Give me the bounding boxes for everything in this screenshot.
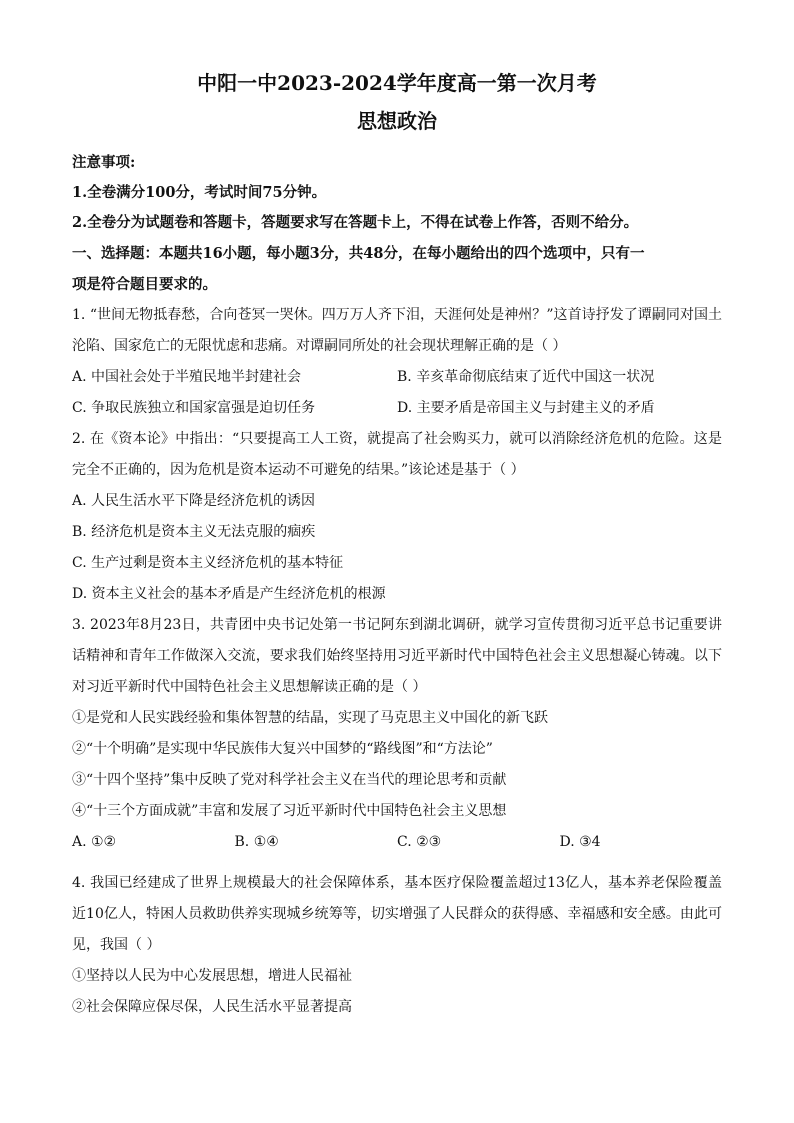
question-2-option-c: C. 生产过剩是资本主义经济危机的基本特征 [72,555,344,571]
question-1-option-d: D. 主要矛盾是帝国主义与封建主义的矛盾 [397,400,655,416]
question-1-option-c: C. 争取民族独立和国家富强是迫切任务 [72,400,316,416]
question-3-option-a: A. ①② [72,834,117,850]
question-4-statement-1: ①坚持以人民为中心发展思想，增进人民福祉 [72,968,352,984]
question-1 [72,300,722,424]
question-1-options-row-2 [72,393,722,424]
notice-heading: 注意事项: [72,154,136,171]
question-2-option-b: B. 经济危机是资本主义无法克服的痼疾 [72,524,316,540]
question-1-options-row-1 [72,362,722,393]
question-3-stem: 3. 2023年8月23日，共青团中央书记处第一书记阿东到湖北调研，就学习宣传贯彻习近平总书记重要讲话精神和青年工作做深入交流，要求我们始终坚持用习近平新时代中国特色社会主义思想凝心铸魂。以下对习近平新时代中国特色社会主义思想解读正确的是（ ） [72,617,722,695]
question-3-option-b: B. ①④ [234,834,279,850]
question-4-stem: 4. 我国已经建成了世界上规模最大的社会保障体系，基本医疗保险覆盖超过13亿人，基本养老保险覆盖近10亿人，特困人员救助供养实现城乡统筹等，切实增强了人民群众的获得感、幸福感和安全感。由此可见，我国（ ） [72,875,722,953]
notice-item-1: 1.全卷满分100分，考试时间75分钟。 [72,184,327,201]
question-3-options-row [72,827,722,858]
question-2 [72,424,722,610]
section-heading-line-1: 一、选择题：本题共16小题，每小题3分，共48分，在每小题给出的四个选项中，只有一 [72,245,645,262]
exam-title: 中阳一中2023-2024学年度高一第一次月考 [197,71,597,95]
question-3-statement-4: ④“十三个方面成就”丰富和发展了习近平新时代中国特色社会主义思想 [72,803,507,819]
question-1-option-b: B. 辛亥革命彻底结束了近代中国这一状况 [397,369,655,385]
spacer [72,858,722,868]
question-3-statement-1: ①是党和人民实践经验和集体智慧的结晶，实现了马克思主义中国化的新飞跃 [72,710,548,726]
question-3-option-c: C. ②③ [397,834,442,850]
exam-subject: 思想政治 [357,109,437,133]
question-3-statement-3: ③“十四个坚持”集中反映了党对科学社会主义在当代的理论思考和贡献 [72,772,507,788]
question-3-option-d: D. ③4 [559,834,601,850]
question-1-stem: 1. “世间无物抵春愁，合向苍冥一哭休。四万万人齐下泪，天涯何处是神州？”这首诗抒发了谭嗣同对国土沦陷、国家危亡的无限忧虑和悲痛。对谭嗣同所处的社会现状理解正确的是（ ） [72,307,722,354]
notice-item-2: 2.全卷分为试题卷和答题卡，答题要求写在答题卡上，不得在试卷上作答，否则不给分。 [72,214,639,231]
question-2-option-d: D. 资本主义社会的基本矛盾是产生经济危机的根源 [72,586,386,602]
question-4-statement-2: ②社会保障应保尽保，人民生活水平显著提高 [72,999,352,1015]
question-2-stem: 2. 在《资本论》中指出：“只要提高工人工资，就提高了社会购买力，就可以消除经济危机的危险。这是完全不正确的，因为危机是资本运动不可避免的结果。”该论述是基于（ ） [72,431,722,478]
question-3 [72,610,722,858]
section-heading-line-2: 项是符合题目要求的。 [72,276,217,293]
question-1-option-a: A. 中国社会处于半殖民地半封建社会 [72,369,302,385]
question-3-statement-2: ②“十个明确”是实现中华民族伟大复兴中国梦的“路线图”和“方法论” [72,741,493,757]
question-2-option-a: A. 人民生活水平下降是经济危机的诱因 [72,493,316,509]
question-4 [72,868,722,1023]
